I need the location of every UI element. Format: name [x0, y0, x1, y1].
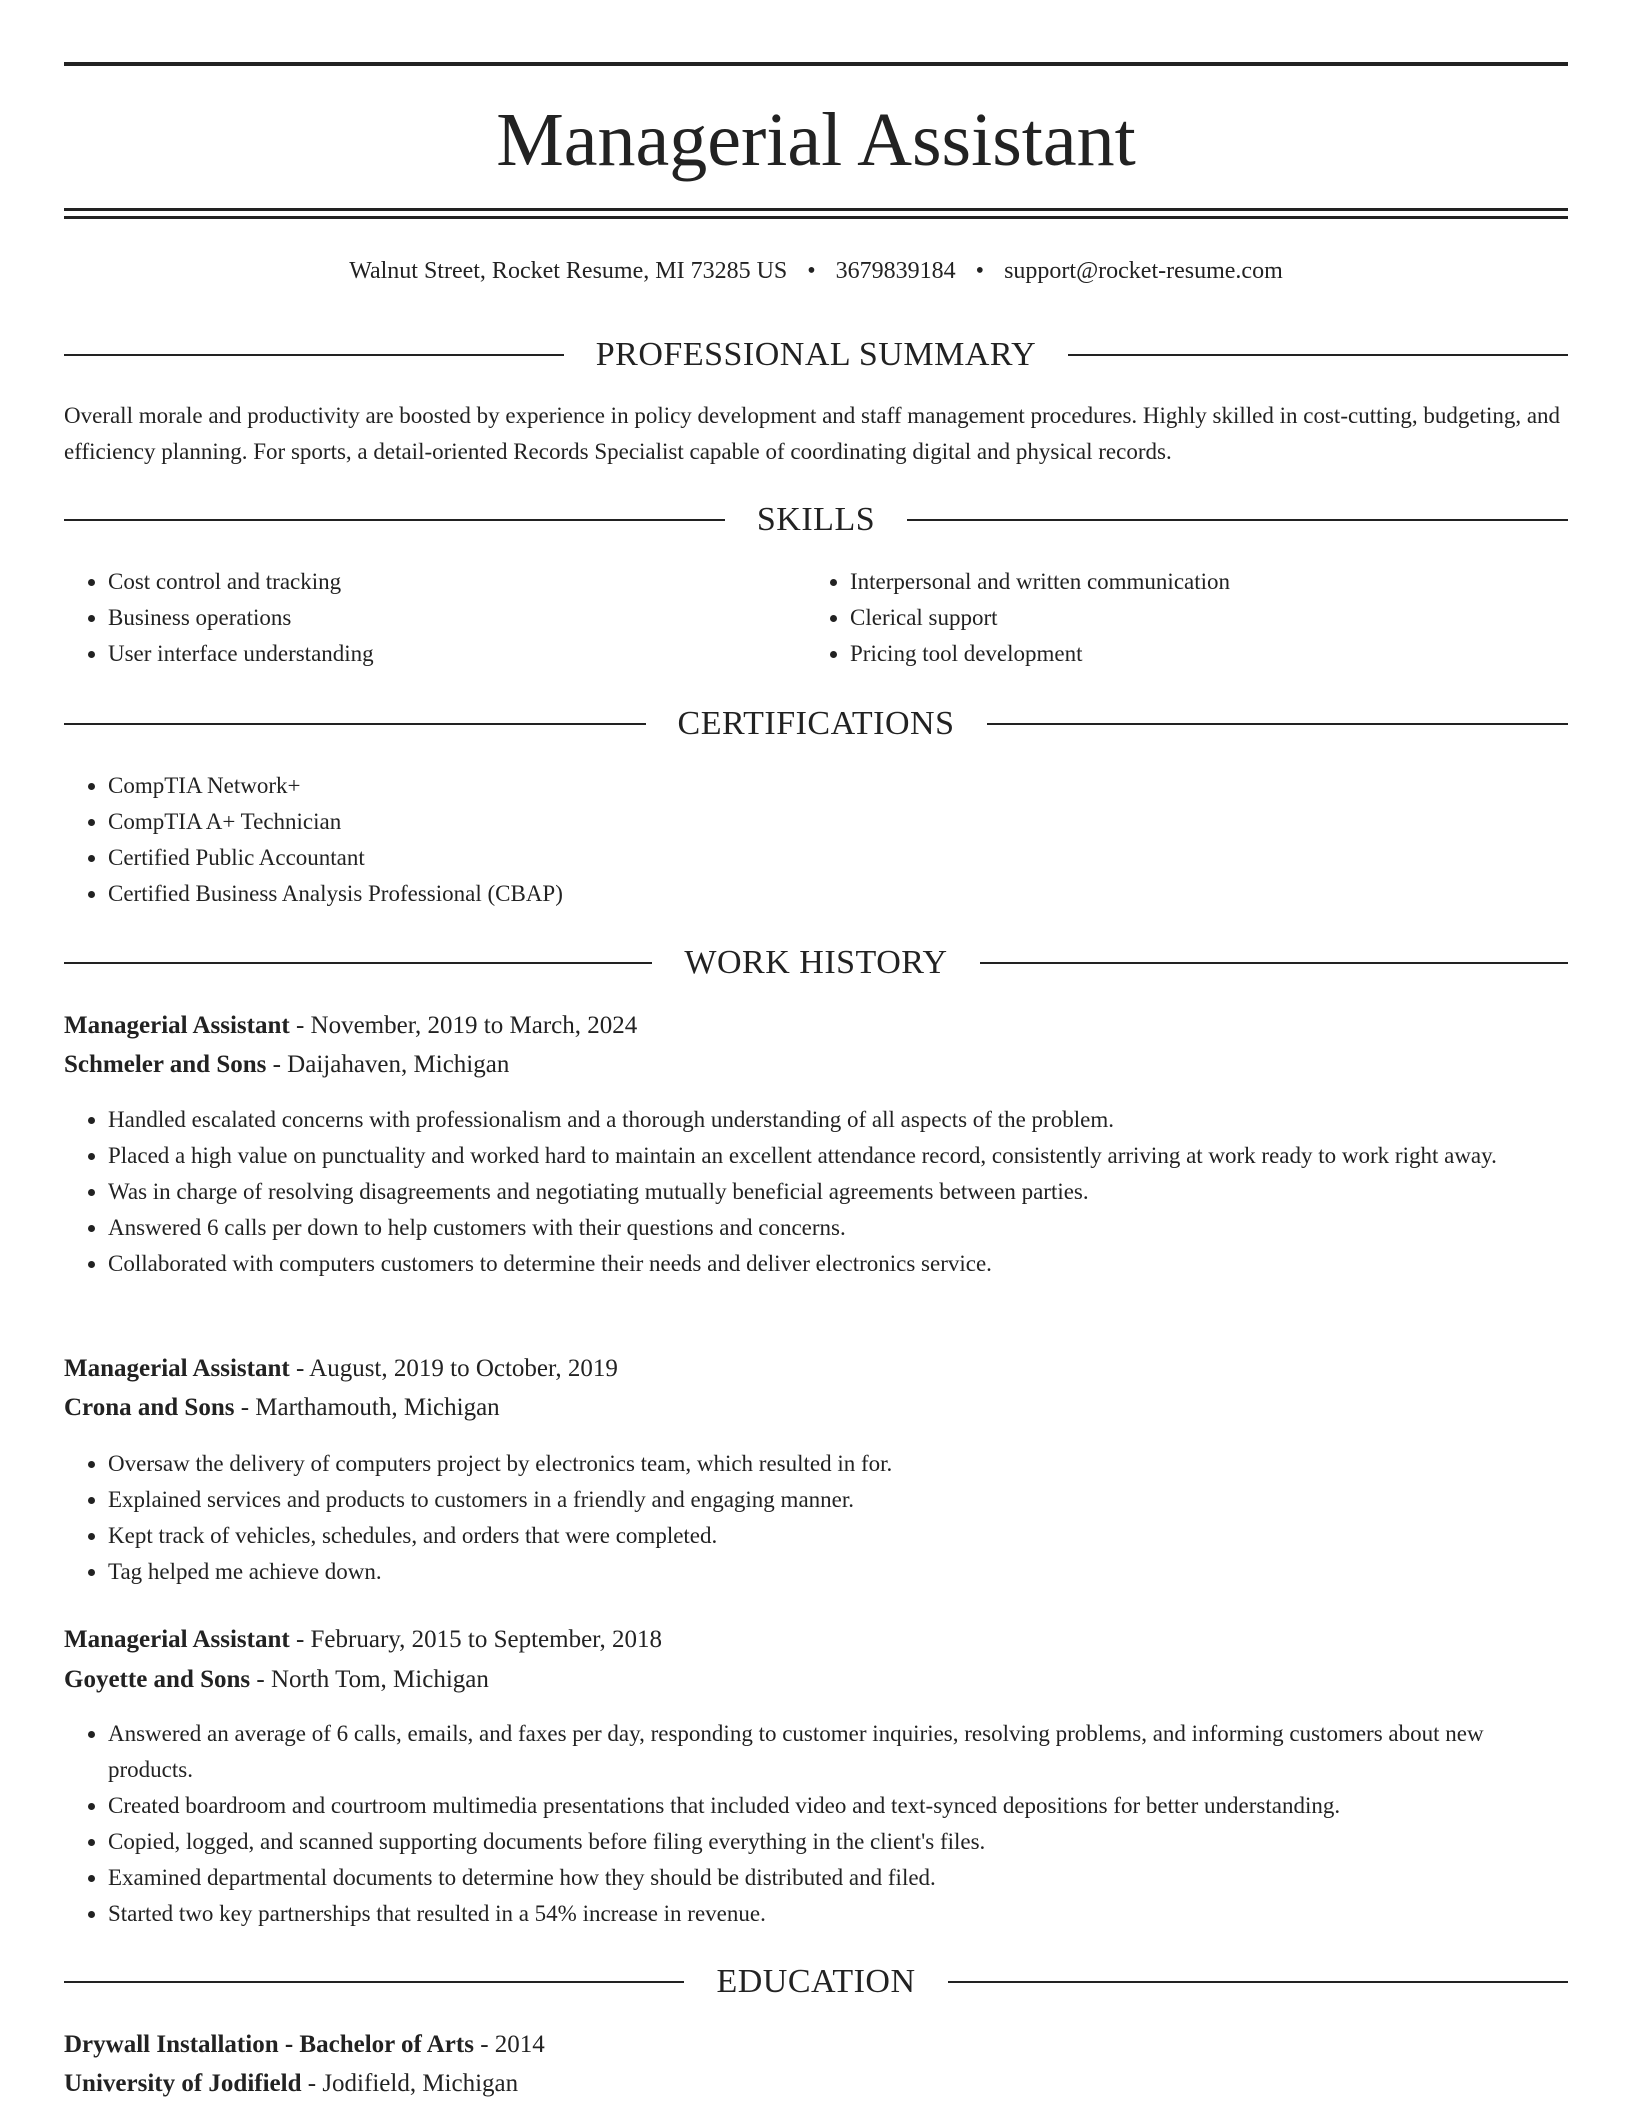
certification-item: • Certified Public Accountant: [108, 840, 1568, 876]
job-bullet: • Handled escalated concerns with professionalism and a thorough understanding of all aspects of the problem.: [108, 1102, 1568, 1138]
job-dates: - November, 2019 to March, 2024: [289, 1012, 638, 1039]
job-bullet: • Kept track of vehicles, schedules, and orders that were completed.: [108, 1518, 1568, 1554]
education-school: University of Jodifield: [64, 2070, 302, 2097]
certification-item: • CompTIA A+ Technician: [108, 804, 1568, 840]
job-dates: - August, 2019 to October, 2019: [289, 1355, 618, 1382]
job-title-line: [64, 1621, 1568, 1659]
job-bullet: • Answered 6 calls per down to help customers with their questions and concerns.: [108, 1210, 1568, 1246]
skills-heading: [64, 498, 1568, 542]
skill-item: • User interface understanding: [108, 636, 808, 672]
contact-separator: •: [975, 258, 985, 284]
education-degree-line: [64, 2026, 1568, 2064]
summary-heading-label: PROFESSIONAL SUMMARY: [595, 336, 1037, 373]
heading-rule: [64, 519, 725, 521]
title-rule-lower: [64, 216, 1568, 219]
job-bullet: • Collaborated with computers customers to determine their needs and deliver electronics service.: [108, 1246, 1568, 1282]
summary-heading: [64, 333, 1568, 377]
job-bullets: [64, 1102, 1568, 1282]
education-heading-label: EDUCATION: [716, 1963, 916, 2000]
certification-item: • CompTIA Network+: [108, 768, 1568, 804]
heading-rule: [64, 1981, 684, 1983]
certifications-heading-label: CERTIFICATIONS: [677, 705, 955, 742]
education-degree: Drywall Installation - Bachelor of Arts: [64, 2031, 474, 2058]
job-bullet: • Answered an average of 6 calls, emails, and faxes per day, responding to customer inquiries, resolving problems, and informing customers about new products.: [108, 1716, 1568, 1788]
skills-list-left: [64, 564, 808, 672]
heading-rule: [980, 962, 1568, 964]
work-history-heading: [64, 941, 1568, 985]
job-location: - Daijahaven, Michigan: [266, 1051, 510, 1078]
work-history-heading-label: WORK HISTORY: [684, 944, 948, 981]
job-title: Managerial Assistant: [64, 1626, 290, 1653]
job-bullets: [64, 1446, 1568, 1590]
skill-item: • Pricing tool development: [850, 636, 1550, 672]
contact-address: Walnut Street, Rocket Resume, MI 73285 US: [349, 258, 788, 284]
job-title-line: [64, 1350, 1568, 1388]
education-heading: [64, 1960, 1568, 2004]
heading-rule: [987, 723, 1569, 725]
job-bullet: • Explained services and products to customers in a friendly and engaging manner.: [108, 1482, 1568, 1518]
heading-rule: [907, 519, 1568, 521]
skills-list-right: [806, 564, 1550, 672]
resume-title: Managerial Assistant: [496, 98, 1136, 182]
job-bullet: • Tag helped me achieve down.: [108, 1554, 1568, 1590]
contact-email: support@rocket-resume.com: [1004, 258, 1283, 284]
contact-line: [64, 254, 1568, 288]
certifications-heading: [64, 702, 1568, 746]
certifications-list: [64, 768, 1568, 912]
title-rule-upper: [64, 208, 1568, 211]
heading-rule: [64, 723, 646, 725]
education-location: - Jodifield, Michigan: [301, 2070, 519, 2097]
job-company-line: [64, 1389, 1568, 1427]
heading-rule: [64, 354, 564, 356]
job-title-line: [64, 1007, 1568, 1045]
job-company: Goyette and Sons: [64, 1666, 251, 1693]
job-bullet: • Started two key partnerships that resulted in a 54% increase in revenue.: [108, 1896, 1568, 1932]
job-bullet: • Oversaw the delivery of computers project by electronics team, which resulted in for.: [108, 1446, 1568, 1482]
job-company-line: [64, 1661, 1568, 1699]
contact-separator: •: [807, 258, 816, 284]
job-location: - North Tom, Michigan: [250, 1666, 489, 1693]
heading-rule: [1068, 354, 1568, 356]
summary-text: Overall morale and productivity are boosted by experience in policy development and staff management procedures. Highly skilled in cost-cutting, budgeting, and efficiency planning. For sports, a detail-oriented Records Specialist capable of coordinating digital and physical records.: [64, 403, 1561, 464]
job-bullets: [64, 1716, 1568, 1932]
job-company: Schmeler and Sons: [64, 1051, 267, 1078]
skills-heading-label: SKILLS: [756, 501, 876, 538]
job-bullet: • Was in charge of resolving disagreements and negotiating mutually beneficial agreements between parties.: [108, 1174, 1568, 1210]
education-year: - 2014: [473, 2031, 545, 2058]
certification-item: • Certified Business Analysis Professional (CBAP): [108, 876, 1568, 912]
skill-item: • Business operations: [108, 600, 808, 636]
job-dates: - February, 2015 to September, 2018: [289, 1626, 663, 1653]
heading-rule: [64, 962, 652, 964]
job-location: - Marthamouth, Michigan: [234, 1394, 500, 1421]
job-bullet: • Created boardroom and courtroom multimedia presentations that included video and text-synced depositions for better understanding.: [108, 1788, 1568, 1824]
job-bullet: • Copied, logged, and scanned supporting documents before filing everything in the client's files.: [108, 1824, 1568, 1860]
job-company: Crona and Sons: [64, 1394, 235, 1421]
education-school-line: [64, 2065, 1568, 2103]
job-bullet: • Placed a high value on punctuality and worked hard to maintain an excellent attendance record, consistently arriving at work ready to work right away.: [108, 1138, 1568, 1174]
job-company-line: [64, 1046, 1568, 1084]
skill-item: • Cost control and tracking: [108, 564, 808, 600]
skill-item: • Clerical support: [850, 600, 1550, 636]
contact-phone: 3679839184: [835, 258, 956, 284]
skill-item: • Interpersonal and written communication: [850, 564, 1550, 600]
job-title: Managerial Assistant: [64, 1355, 290, 1382]
job-title: Managerial Assistant: [64, 1012, 290, 1039]
heading-rule: [948, 1981, 1568, 1983]
top-rule: [64, 62, 1568, 66]
job-bullet: • Examined departmental documents to determine how they should be distributed and filed.: [108, 1860, 1568, 1896]
